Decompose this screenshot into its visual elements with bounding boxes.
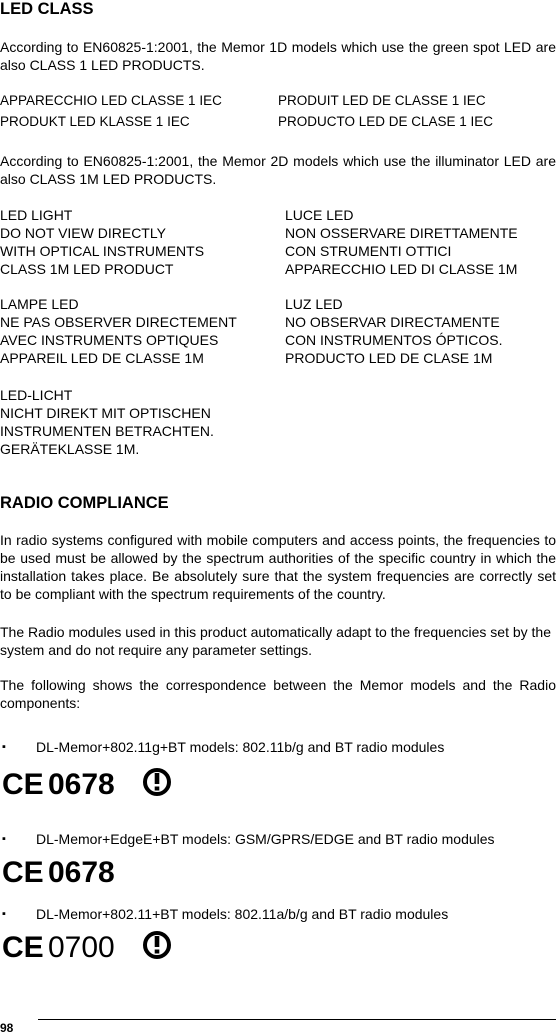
- ce-0678-mark: [2, 853, 142, 887]
- notified-body-number: 0678: [48, 856, 115, 887]
- warning-es-line: PRODUCTO LED DE CLASE 1M: [285, 350, 493, 366]
- radio-paragraph-3: The following shows the correspondence between the Memor models and the Radio components:: [0, 677, 556, 711]
- radio-paragraph-2: The Radio modules used in this product automatically adapt to the frequencies set by the system and do not require any parameter settings.: [0, 624, 551, 658]
- led-2d-intro: According to EN60825-1:2001, the Memor 2D models which use the illuminator LED are also CLASS 1M LED PRODUCTS.: [0, 153, 556, 187]
- warning-en-line: WITH OPTICAL INSTRUMENTS: [0, 243, 205, 259]
- radio-model-item: DL-Memor+802.11g+BT models: 802.11b/g and BT radio modules: [36, 739, 445, 755]
- ce-mark-icon: CE: [2, 768, 44, 799]
- bullet-icon: ▪: [2, 908, 6, 920]
- warning-de-line: NICHT DIREKT MIT OPTISCHEN: [0, 405, 211, 421]
- ce-mark-icon: CE: [2, 931, 44, 962]
- warning-en-line: CLASS 1M LED PRODUCT: [0, 261, 174, 277]
- class1-label-de: PRODUKT LED KLASSE 1 IEC: [0, 114, 190, 129]
- radio-model-item: DL-Memor+EdgeE+BT models: GSM/GPRS/EDGE and BT radio modules: [36, 831, 495, 847]
- radio-model-item: DL-Memor+802.11+BT models: 802.11a/b/g and BT radio modules: [36, 906, 449, 922]
- warning-es-line: CON INSTRUMENTOS ÓPTICOS.: [285, 332, 503, 348]
- bullet-icon: ▪: [2, 833, 6, 845]
- warning-es-line: NO OBSERVAR DIRECTAMENTE: [285, 314, 500, 330]
- bullet-icon: ▪: [2, 741, 6, 753]
- notified-body-number: 0700: [48, 931, 115, 962]
- alert-icon: [145, 770, 169, 794]
- warning-it-line: LUCE LED: [285, 207, 354, 223]
- footer-divider: [38, 1019, 556, 1020]
- warning-de-line: LED-LICHT: [0, 387, 73, 403]
- warning-it-line: NON OSSERVARE DIRETTAMENTE: [285, 225, 518, 241]
- warning-it-line: APPARECCHIO LED DI CLASSE 1M: [285, 261, 518, 277]
- page-number: 98: [0, 1021, 14, 1035]
- radio-paragraph-1: In radio systems configured with mobile computers and access points, the frequencies to be used must be allowed by the spectrum authorities of the specific country in which the installation takes place. Be absolutely sure that the system frequencies are correctly set to be compliant with the spectrum requirements of the country.: [0, 532, 556, 602]
- class1-label-it: APPARECCHIO LED CLASSE 1 IEC: [0, 93, 222, 108]
- warning-fr-line: APPAREIL LED DE CLASSE 1M: [0, 350, 204, 366]
- warning-en-line: DO NOT VIEW DIRECTLY: [0, 225, 166, 241]
- ce-0700-alert-mark: [2, 928, 174, 962]
- warning-de-line: GERÄTEKLASSE 1M.: [0, 441, 140, 457]
- notified-body-number: 0678: [48, 768, 115, 799]
- warning-fr-line: AVEC INSTRUMENTS OPTIQUES: [0, 332, 219, 348]
- led-class-heading: LED CLASS: [0, 0, 94, 18]
- alert-icon: [145, 933, 169, 957]
- ce-mark-icon: CE: [2, 856, 44, 887]
- class1-label-fr: PRODUIT LED DE CLASSE 1 IEC: [278, 93, 486, 108]
- warning-fr-line: NE PAS OBSERVER DIRECTEMENT: [0, 314, 237, 330]
- warning-es-line: LUZ LED: [285, 296, 343, 312]
- warning-de-line: INSTRUMENTEN BETRACHTEN.: [0, 423, 214, 439]
- led-1d-intro: According to EN60825-1:2001, the Memor 1D models which use the green spot LED are also CLASS 1 LED PRODUCTS.: [0, 39, 556, 73]
- warning-it-line: CON STRUMENTI OTTICI: [285, 243, 452, 259]
- radio-compliance-heading: RADIO COMPLIANCE: [0, 494, 169, 512]
- warning-fr-line: LAMPE LED: [0, 296, 79, 312]
- class1-label-es: PRODUCTO LED DE CLASE 1 IEC: [278, 114, 494, 129]
- ce-0678-alert-mark: [2, 765, 174, 799]
- warning-en-line: LED LIGHT: [0, 207, 73, 223]
